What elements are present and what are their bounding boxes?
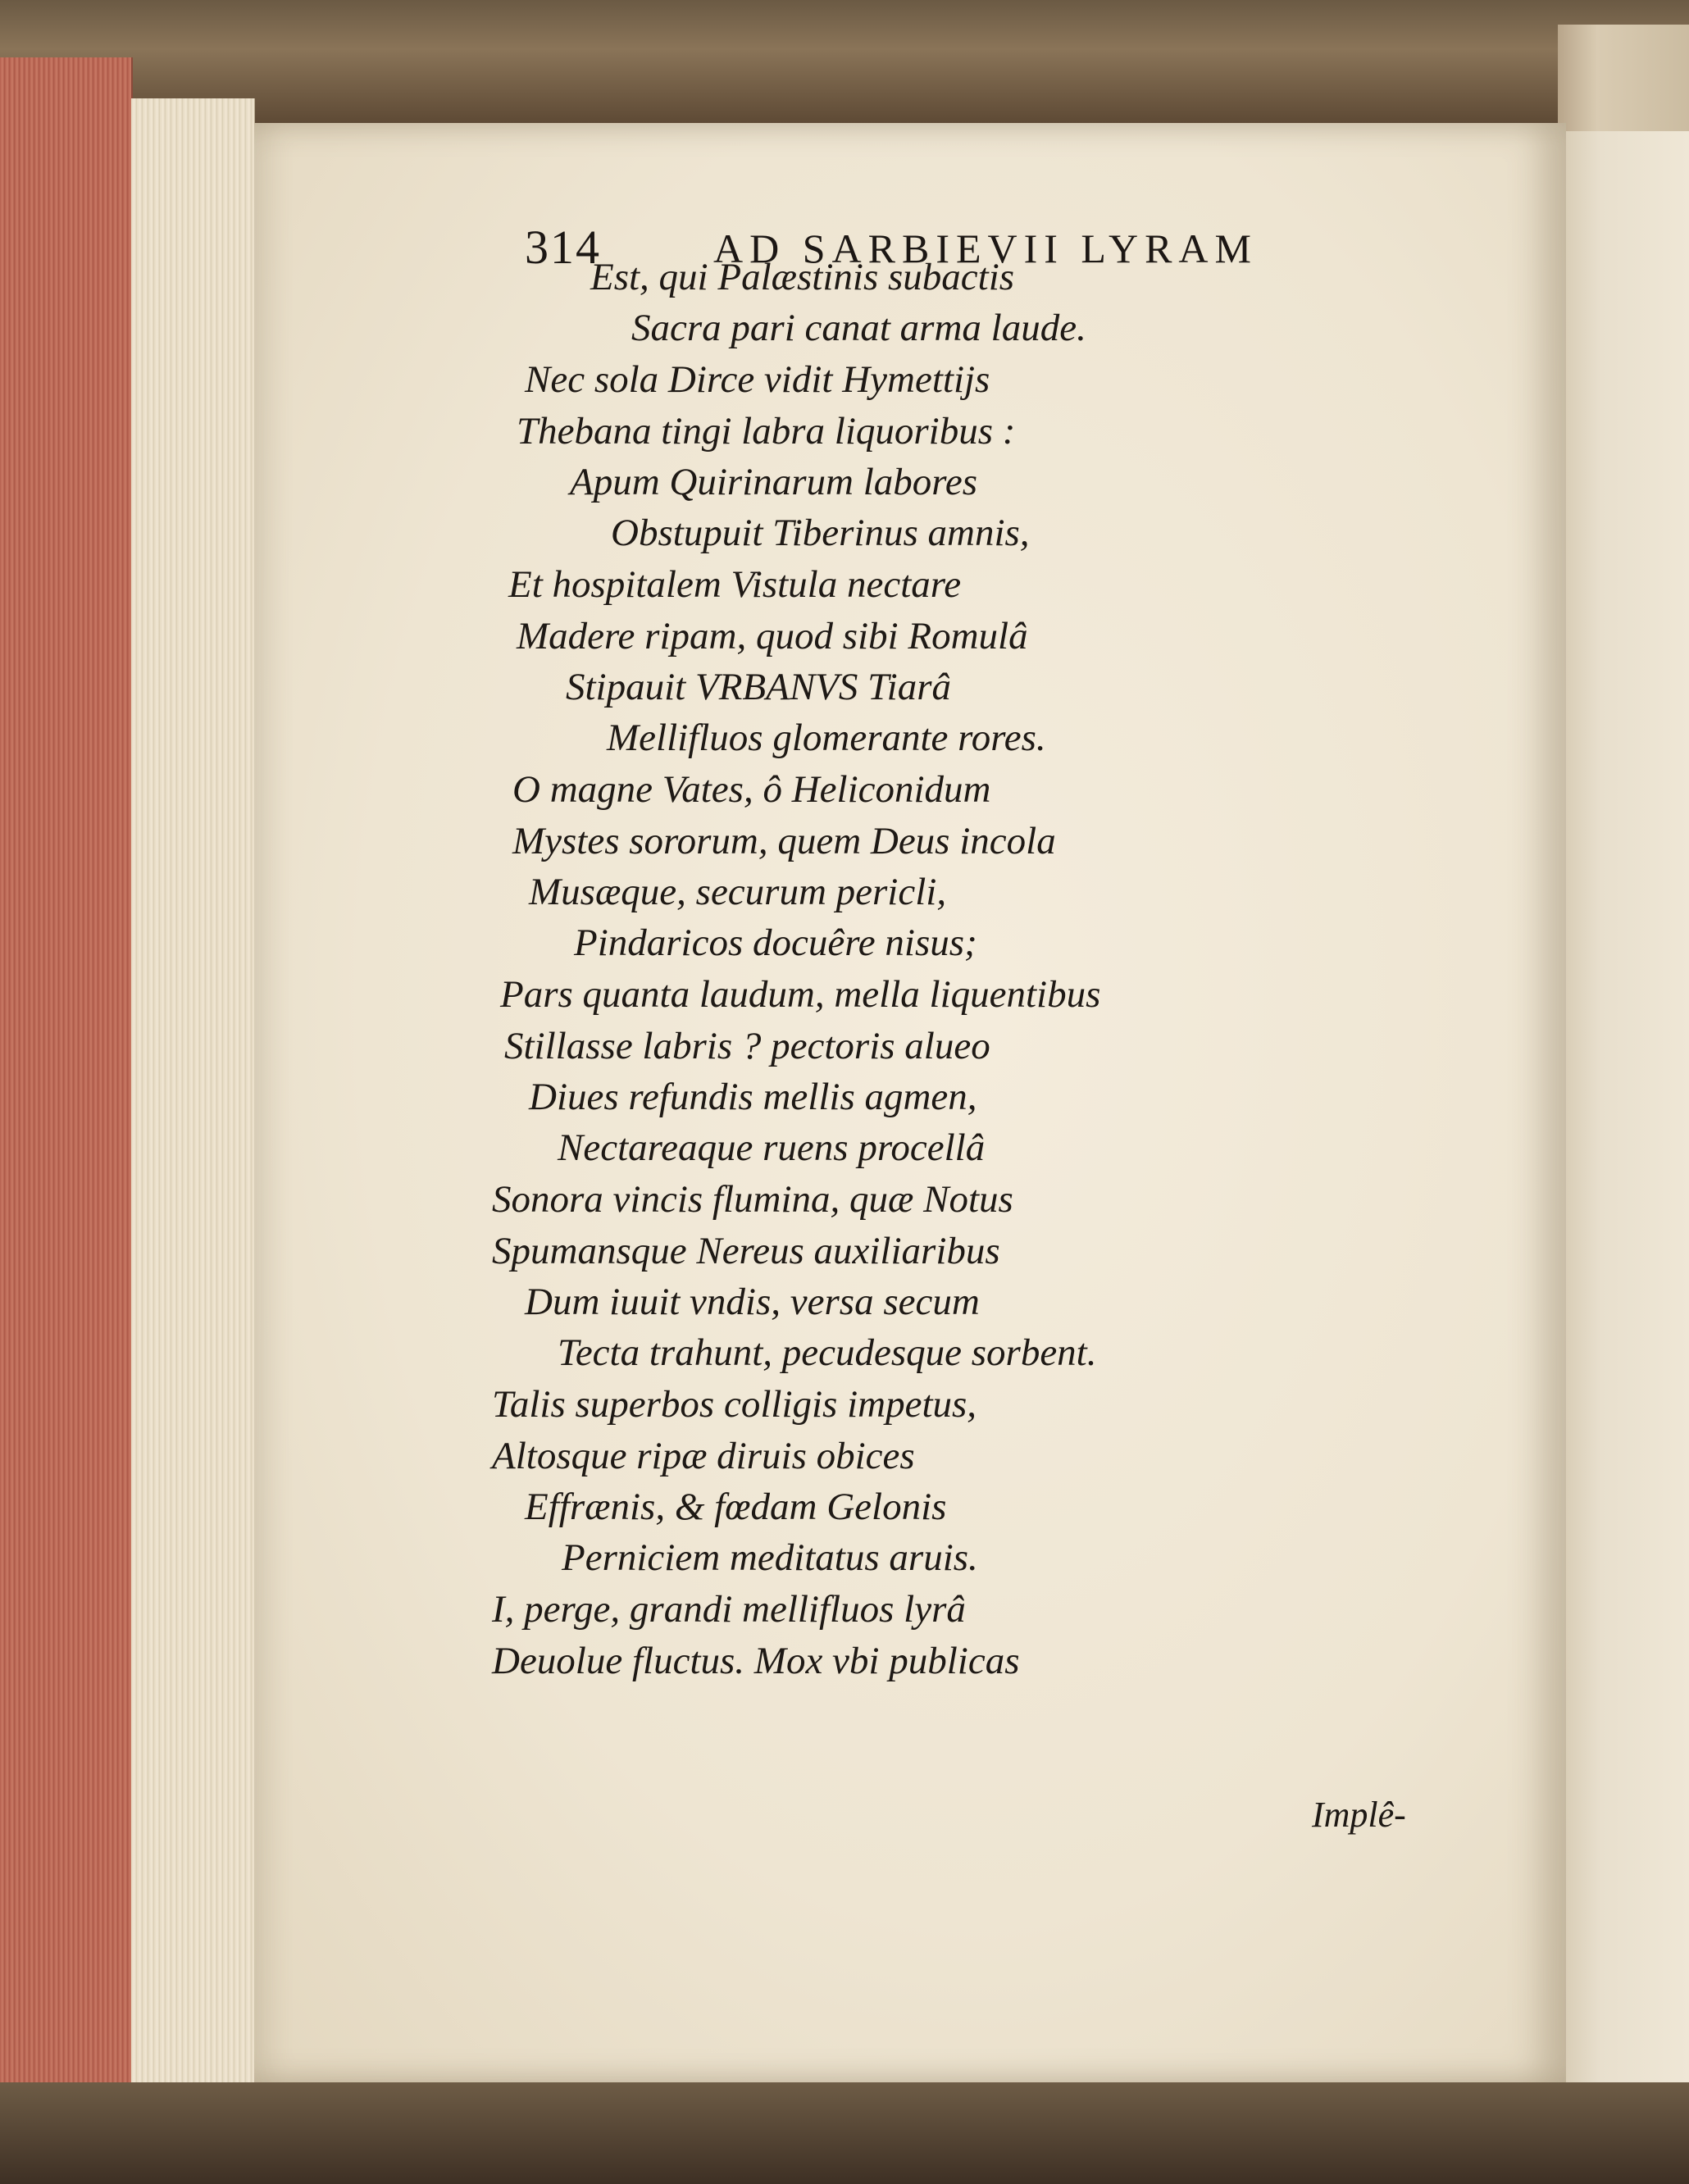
verse-line: Nectareaque ruens procellâ: [558, 1126, 986, 1169]
page-number: 314: [525, 221, 601, 274]
verse-line: Tecta trahunt, pecudesque sorbent.: [558, 1331, 1097, 1374]
running-title: AD SARBIEVII LYRAM: [713, 225, 1258, 271]
verse-line: Stipauit VRBANVS Tiarâ: [566, 666, 952, 708]
verse-line: I, perge, grandi mellifluos lyrâ: [492, 1588, 966, 1631]
verse-line: Spumansque Nereus auxiliaribus: [492, 1230, 1000, 1272]
verse-line: Stillasse labris ? pectoris alueo: [504, 1025, 990, 1067]
verse-line: Pars quanta laudum, mella liquentibus: [500, 973, 1101, 1016]
verse-line: Thebana tingi labra liquoribus :: [517, 410, 1016, 453]
catchword: Implê-: [1312, 1795, 1406, 1835]
verse-line: Obstupuit Tiberinus amnis,: [611, 512, 1030, 554]
verse-line: Deuolue fluctus. Mox vbi publicas: [492, 1640, 1020, 1682]
verse-line: Sonora vincis flumina, quæ Notus: [492, 1178, 1013, 1221]
verse-line: Talis superbos colligis impetus,: [492, 1383, 977, 1426]
book-bottom-edge: [0, 2082, 1689, 2184]
red-fore-edge: [0, 57, 133, 2184]
verse-line: Mellifluos glomerante rores.: [607, 717, 1046, 759]
verse-line: Est, qui Palæstinis subactis: [590, 256, 1015, 298]
verse-line: Sacra pari canat arma laude.: [631, 307, 1086, 349]
verse-line: Diues refundis mellis agmen,: [529, 1076, 977, 1118]
verse-line: Effrænis, & fœdam Gelonis: [525, 1486, 947, 1528]
verse-line: Pindaricos docuêre nisus;: [574, 921, 977, 964]
verse-line: Apum Quirinarum labores: [570, 461, 977, 503]
verse-line: Musæque, securum pericli,: [529, 871, 947, 913]
verse-line: Altosque ripæ diruis obices: [492, 1435, 915, 1477]
verse-line: Mystes sororum, quem Deus incola: [512, 820, 1056, 862]
verse-line: Madere ripam, quod sibi Romulâ: [517, 615, 1028, 657]
verse-line: Dum iuuit vndis, versa secum: [525, 1281, 980, 1323]
verse-line: Perniciem meditatus aruis.: [562, 1536, 978, 1579]
verse-line: Nec sola Dirce vidit Hymettijs: [525, 358, 990, 401]
page-leaves-edge: [131, 98, 255, 2082]
verse-line: O magne Vates, ô Heliconidum: [512, 768, 991, 811]
verse-line: Et hospitalem Vistula nectare: [508, 563, 962, 606]
